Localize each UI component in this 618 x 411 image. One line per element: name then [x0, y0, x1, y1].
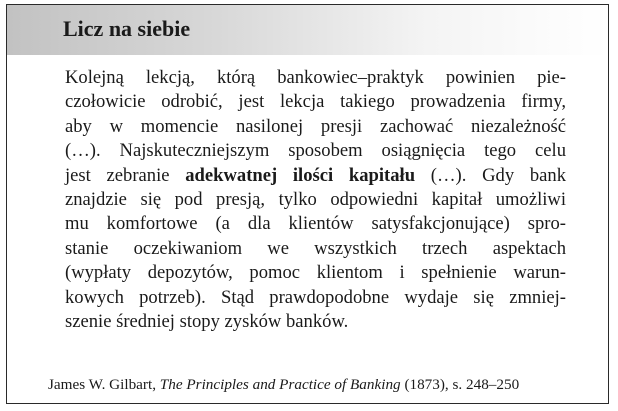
quote-line: szenie średniej stopy zysków banków. [65, 311, 349, 333]
citation-work-title: The Principles and Practice of Banking [159, 376, 401, 393]
quote-line-end: (…). Gdy bank [415, 164, 566, 186]
quote-box [6, 4, 609, 404]
quote-line: stanie oczekiwaniom we wszystkich trzech aspektach [65, 237, 566, 259]
quote-line: aby w momencie nasilonej presji zachować niezależność [65, 115, 566, 137]
quote-line: mu komfortowe (a dla klientów satysfakcjonujące) spro- [65, 213, 566, 235]
quote-text [65, 66, 566, 334]
emphasized-phrase: adekwatnej ilości kapitału [185, 164, 416, 186]
citation-author: James W. Gilbart, [48, 376, 160, 393]
title-bar [7, 5, 608, 55]
quote-line: (wypłaty depozytów, pomoc klientom i spełnienie warun- [65, 262, 566, 284]
quote-line: znajdzie się pod presją, tylko odpowiedni kapitał umożliwi [65, 189, 566, 211]
quote-line [65, 164, 566, 188]
quote-line: czołowicie odrobić, jest lekcja takiego prowadzenia firmy, [65, 91, 566, 113]
quote-line: (…). Najskuteczniejszym sposobem osiągnięcia tego celu [65, 140, 566, 162]
citation-details: (1873), s. 248–250 [400, 376, 520, 393]
box-title: Licz na siebie [63, 16, 191, 41]
quote-line: Kolejną lekcją, którą bankowiec–praktyk powinien pie- [65, 67, 566, 88]
quote-line: kowych potrzeb). Stąd prawdopodobne wydaje się zmniej- [65, 286, 566, 308]
citation [48, 376, 519, 394]
quote-line-start: jest zebranie [65, 164, 186, 186]
